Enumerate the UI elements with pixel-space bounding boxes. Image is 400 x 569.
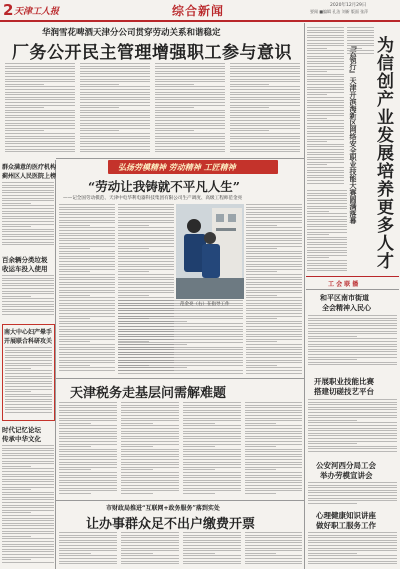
lead-kicker: 华润雪花啤酒天津分公司贯穿劳动关系和谐稳定 [42, 28, 221, 38]
feature-body-lower [118, 300, 243, 376]
left-item-3-headline: 南大中心妇产晕手 [4, 329, 53, 336]
tax-body-col-2 [121, 402, 179, 497]
tax-top-rule [56, 378, 304, 379]
feature-body-col-right [246, 204, 302, 376]
union-item-2-body [308, 399, 397, 454]
feature-top-rule [56, 158, 304, 159]
issue-date: 2020年12月29日 [330, 3, 367, 8]
union-box [306, 276, 399, 569]
right-column-divider [304, 23, 305, 569]
union-item-1 [306, 291, 399, 371]
masthead-rule [0, 20, 400, 22]
masthead [0, 0, 400, 22]
left-item-1-sub: 蓟州区人民医院上榜 [2, 173, 57, 180]
feature-photo-illustration [176, 204, 244, 299]
left-item-4-sub: 传承中华文化 [2, 435, 41, 443]
paper-name: 天津工人报 [14, 7, 60, 17]
left-item-4 [2, 423, 54, 568]
left-column-divider [55, 160, 56, 569]
union-item-3-title: 公安河西分局工会 [316, 461, 376, 470]
union-item-4-title: 心理健康知识讲座 [316, 511, 376, 520]
union-item-4 [306, 508, 399, 568]
tax-body-col-3 [183, 402, 241, 497]
lead-body-col-4 [230, 63, 300, 155]
lead-story [2, 23, 302, 158]
feature-subtitle: ——记全国劳动模范、天津中电华利电器科技集团有限公司生产调度、高级工程师范金亮 [63, 196, 243, 201]
left-item-1-headline: 群众满意的医疗机构 [2, 164, 57, 171]
union-item-4-body [308, 532, 397, 566]
left-item-2-headline: 百余辆分类垃圾 [2, 256, 48, 264]
left-item-1 [2, 160, 57, 250]
feature-banner-text: 弘扬劳模精神 劳动精神 工匠精神 [118, 162, 236, 172]
left-item-4-body [2, 445, 54, 565]
lead-body-col-1 [5, 63, 75, 155]
market-body-col-4 [245, 532, 302, 568]
feature-photo-caption: 范金亮（右）在指导工作 [180, 302, 230, 307]
union-item-4-sub: 做好职工服务工作 [316, 521, 376, 530]
market-kicker: 市财政局推进“互联网+政务服务”落到实处 [106, 505, 220, 512]
left-item-4-headline: 时代记忆论坛 [2, 426, 41, 434]
union-item-3-sub: 举办劳模宣讲会 [320, 471, 373, 480]
right-body-top-left [307, 27, 344, 187]
tax-headline: 天津税务走基层问需解难题 [70, 386, 227, 401]
market-top-rule [56, 500, 304, 501]
union-box-header: 工 会 联 播 [328, 281, 359, 288]
feature-banner [108, 160, 278, 174]
union-item-2-title: 开展职业技能比赛 [314, 377, 374, 386]
tax-body-col-1 [59, 402, 117, 497]
lead-body-col-2 [80, 63, 150, 155]
left-item-2-sub: 收运车投入使用 [2, 265, 48, 273]
right-headline [372, 36, 396, 271]
market-body-col-2 [121, 532, 179, 568]
union-item-1-body [308, 315, 397, 369]
editor-line: 要闻 ■编辑 孔洁 刘新 版面 张萍 [310, 9, 369, 14]
union-item-1-sub: 全会精神入民心 [322, 303, 371, 312]
market-headline: 让办事群众足不出户缴费开票 [86, 517, 256, 532]
feature-photo [176, 204, 244, 299]
left-item-2 [2, 253, 54, 321]
left-item-3-body [5, 347, 52, 417]
left-item-3-box [2, 324, 55, 421]
right-kicker [349, 42, 367, 272]
union-item-2 [306, 374, 399, 456]
right-headline-text: 为信创产业发展培养更多人才 [373, 36, 393, 270]
market-body-col-3 [183, 532, 241, 568]
left-item-3-sub: 开展联合科研攻关 [4, 338, 53, 345]
union-item-3-body [308, 482, 397, 506]
left-item-1-body [2, 182, 54, 248]
lead-headline: 厂务公开民主管理增强职工参与意识 [12, 43, 292, 63]
left-item-2-body [2, 275, 54, 319]
union-item-1-title: 和平区南市街道 [320, 293, 369, 302]
feature-headline: “劳动让我铸就不平凡人生” [88, 179, 240, 194]
lead-body-col-3 [155, 63, 225, 155]
union-box-header-rule [306, 289, 399, 290]
tax-body-col-4 [245, 402, 302, 497]
right-body-mid [307, 190, 347, 274]
market-body-col-1 [59, 532, 117, 568]
page-number: 2 [3, 1, 14, 19]
union-item-2-sub: 搭建切磋技艺平台 [314, 387, 374, 396]
right-kicker-text: 『云领行』天津开滨海新区网络安全职业技能大赛圆满落幕 [349, 42, 358, 224]
union-item-3 [306, 458, 399, 506]
feature-body-col-1 [59, 204, 115, 374]
section-title: 综合新闻 [172, 4, 225, 18]
